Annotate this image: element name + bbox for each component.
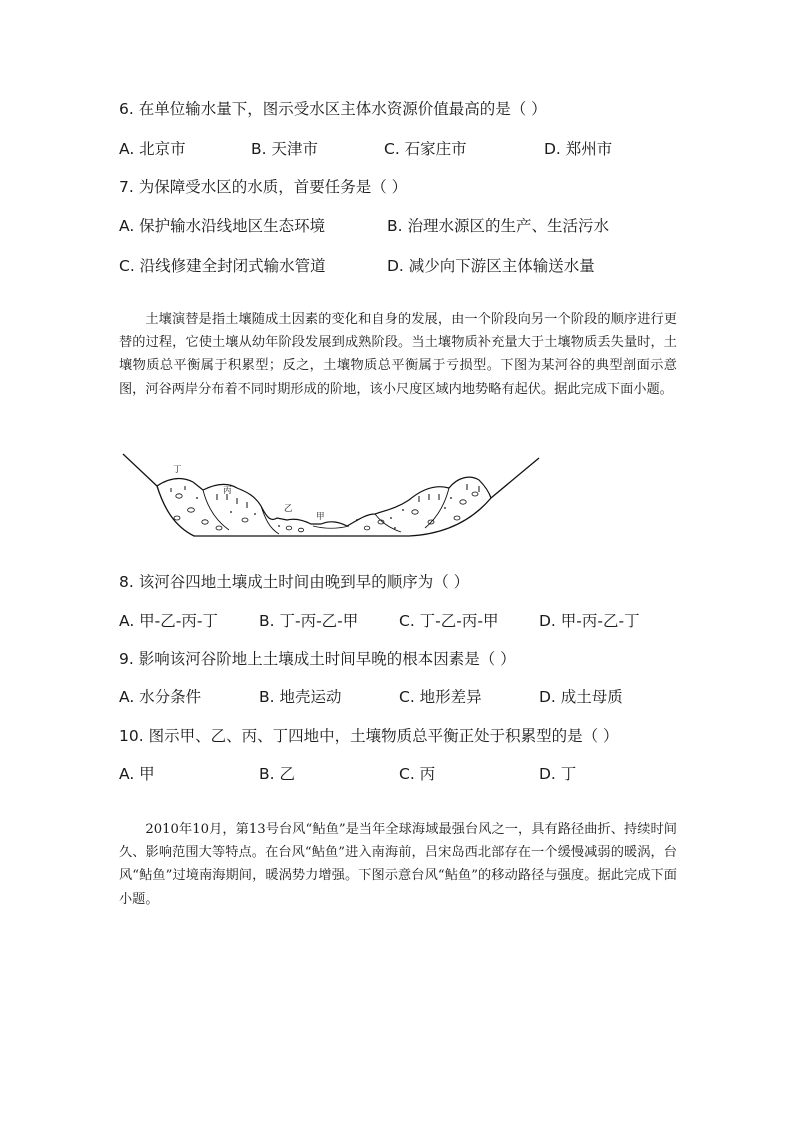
q7-option-a[interactable]: A. 保护输水沿线地区生态环境: [119, 217, 326, 235]
q9-option-b[interactable]: B. 地壳运动: [259, 688, 342, 706]
q9-option-c[interactable]: C. 地形差异: [399, 688, 482, 706]
q7-option-c[interactable]: C. 沿线修建全封闭式输水管道: [119, 257, 326, 275]
label-yi: 乙: [284, 504, 293, 514]
q10-option-d[interactable]: D. 丁: [539, 765, 577, 783]
q6-option-a[interactable]: A. 北京市: [119, 140, 186, 158]
q8-option-a[interactable]: A. 甲-乙-丙-丁: [119, 612, 218, 630]
river-valley-figure: [119, 448, 541, 546]
question-7-stem: 7. 为保障受水区的水质，首要任务是（ ）: [119, 178, 408, 196]
q9-option-a[interactable]: A. 水分条件: [119, 688, 202, 706]
q6-option-c[interactable]: C. 石家庄市: [384, 140, 467, 158]
q8-option-b[interactable]: B. 丁-丙-乙-甲: [259, 612, 359, 630]
q10-option-c[interactable]: C. 丙: [399, 765, 436, 783]
passage-typhoon-text: 2010年10月，第13号台风“鲇鱼”是当年全球海域最强台风之一，具有路径曲折、持续时间久、影响范围大等特点。在台风“鲇鱼”进入南海前，吕宋岛西北部存在一个缓慢减弱的暖涡，台风“鲇鱼”过境南海期间，暖涡势力增强。下图示意台风“鲇鱼”的移动路径与强度。据此完成下面小题。: [119, 822, 677, 907]
q8-option-c[interactable]: C. 丁-乙-丙-甲: [399, 612, 499, 630]
q10-option-b[interactable]: B. 乙: [259, 765, 295, 783]
q10-option-a[interactable]: A. 甲: [119, 765, 155, 783]
q8-option-d[interactable]: D. 甲-丙-乙-丁: [539, 612, 640, 630]
label-bing: 丙: [223, 486, 232, 496]
passage-soil-succession: [119, 308, 677, 401]
valley-profile-diagram: [119, 448, 541, 546]
passage-soil-text: 土壤演替是指土壤随成土因素的变化和自身的发展，由一个阶段向另一个阶段的顺序进行更替的过程，它使土壤从幼年阶段发展到成熟阶段。当土壤物质补充量大于土壤物质丢失量时，土壤物质总平衡属于积累型；反之，土壤物质总平衡属于亏损型。下图为某河谷的典型剖面示意图，河谷两岸分布着不同时期形成的阶地，该小尺度区域内地势略有起伏。据此完成下面小题。: [119, 312, 677, 397]
label-ding: 丁: [173, 465, 182, 475]
question-6-stem: 6. 在单位输水量下，图示受水区主体水资源价值最高的是（ ）: [119, 100, 547, 118]
question-8-stem: 8. 该河谷四地土壤成土时间由晚到早的顺序为（ ）: [119, 573, 470, 591]
q6-option-d[interactable]: D. 郑州市: [544, 140, 613, 158]
question-9-stem: 9. 影响该河谷阶地上土壤成土时间早晚的根本因素是（ ）: [119, 650, 516, 668]
question-10-stem: 10. 图示甲、乙、丙、丁四地中，土壤物质总平衡正处于积累型的是（ ）: [119, 727, 619, 745]
label-jia: 甲: [316, 512, 325, 522]
passage-typhoon: [119, 818, 677, 911]
q9-option-d[interactable]: D. 成土母质: [539, 688, 623, 706]
q6-option-b[interactable]: B. 天津市: [251, 140, 318, 158]
q7-option-b[interactable]: B. 治理水源区的生产、生活污水: [387, 217, 609, 235]
q7-option-d[interactable]: D. 减少向下游区主体输送水量: [387, 257, 595, 275]
